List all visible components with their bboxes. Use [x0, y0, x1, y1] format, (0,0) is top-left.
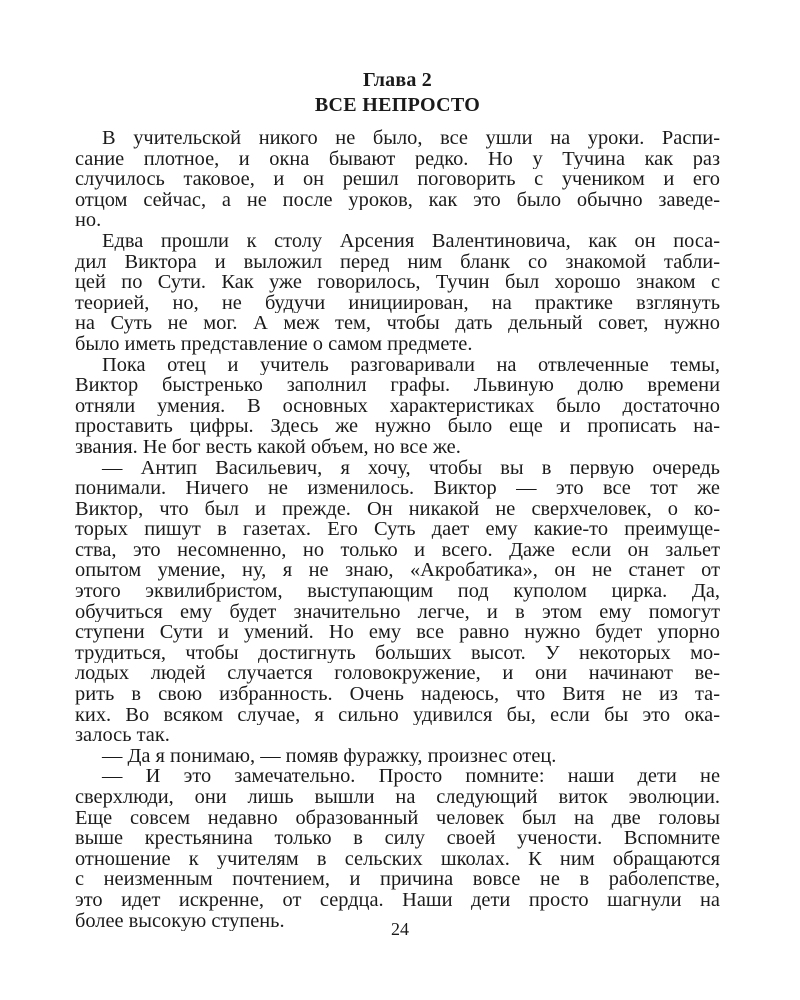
text-line: этого эквилибристом, выступающим под куполом цирка. Да,	[75, 581, 720, 602]
text-line: но.	[75, 210, 102, 231]
book-page	[75, 68, 720, 931]
text-line: залось так.	[75, 725, 170, 746]
text-line: сверхлюди, они лишь вышли на следующий виток эволюции.	[75, 787, 720, 808]
text-line: более высокую ступень.	[75, 910, 285, 932]
chapter-title: ВСЕ НЕПРОСТО	[314, 94, 481, 116]
text-line: ступени Сути и умений. Но ему все равно нужно будет упорно	[75, 622, 720, 643]
chapter-body	[75, 128, 720, 931]
text-line: дил Виктора и выложил перед ним бланк со знакомой табли-	[75, 251, 720, 273]
text-line: теорией, но, не будучи инициирован, на практике взглянуть	[75, 292, 720, 314]
text-line: на Суть не мог. А меж тем, чтобы дать дельный совет, нужно	[75, 313, 720, 334]
text-line: выше крестьянина только в силу своей учености. Вспомните	[75, 828, 720, 849]
text-line: это идет искренне, от сердца. Наши дети просто шагнули на	[75, 889, 720, 911]
text-line: ких. Во всяком случае, я сильно удивился бы, если бы это ока-	[75, 704, 720, 726]
page-number: 24	[391, 919, 409, 939]
text-line: Пока отец и учитель разговаривали на отвлеченные темы,	[102, 354, 720, 376]
text-line: звания. Не бог весть какой объем, но все же.	[75, 436, 461, 458]
text-line: цей по Сути. Как уже говорилось, Тучин был хорошо знаком с	[75, 272, 720, 293]
text-line: Еще совсем недавно образованный человек был на две головы	[75, 807, 720, 829]
text-line: Виктор быстренько заполнил графы. Львиную долю времени	[75, 375, 720, 396]
text-line: — Да я понимаю, — помяв фуражку, произнес отец.	[102, 745, 557, 767]
text-line: с неизменным почтением, и причина вовсе не в раболепстве,	[75, 869, 720, 890]
text-line: — Антип Васильевич, я хочу, чтобы вы в первую очередь	[102, 457, 720, 479]
text-line: торых пишут в газетах. Его Суть дает ему какие-то преимуще-	[75, 519, 720, 540]
text-line: — И это замечательно. Просто помните: наши дети не	[102, 766, 720, 787]
text-line: В учительской никого не было, все ушли на уроки. Распи-	[102, 128, 720, 149]
text-line: отняли умения. В основных характеристиках было достаточно	[75, 395, 720, 417]
text-line: опытом умение, ну, я не знаю, «Акробатика», он не станет от	[75, 560, 720, 582]
text-line: Виктор, что был и прежде. Он никакой не сверхчеловек, о ко-	[75, 498, 720, 520]
text-line: случилось таковое, и он решил поговорить с учеником и его	[75, 169, 720, 190]
text-line: проставить цифры. Здесь же нужно было еще и прописать на-	[75, 416, 720, 437]
text-line: Едва прошли к столу Арсения Валентиновича, как он поса-	[102, 230, 720, 252]
text-line: отношение к учителям в сельских школах. К ним обращаются	[75, 848, 720, 870]
text-line: отцом сейчас, а не после уроков, как это было обычно заведе-	[75, 189, 720, 211]
text-line: лодых людей случается головокружение, и они начинают ве-	[75, 663, 720, 685]
text-line: было иметь представление о самом предмете.	[75, 333, 473, 355]
text-line: трудиться, чтобы достигнуть больших высот. У некоторых мо-	[75, 642, 720, 664]
text-line: сание плотное, и окна бывают редко. Но у Тучина как раз	[75, 148, 720, 170]
text-line: ства, это несомненно, но только и всего. Даже если он зальет	[75, 539, 720, 561]
chapter-number: Глава 2	[363, 69, 432, 91]
text-line: обучиться ему будет значительно легче, и в этом ему помогут	[75, 601, 720, 623]
text-line: рить в свою избранность. Очень надеюсь, что Витя не из та-	[75, 684, 720, 705]
text-line: понимали. Ничего не изменилось. Виктор — это все тот же	[75, 478, 720, 499]
